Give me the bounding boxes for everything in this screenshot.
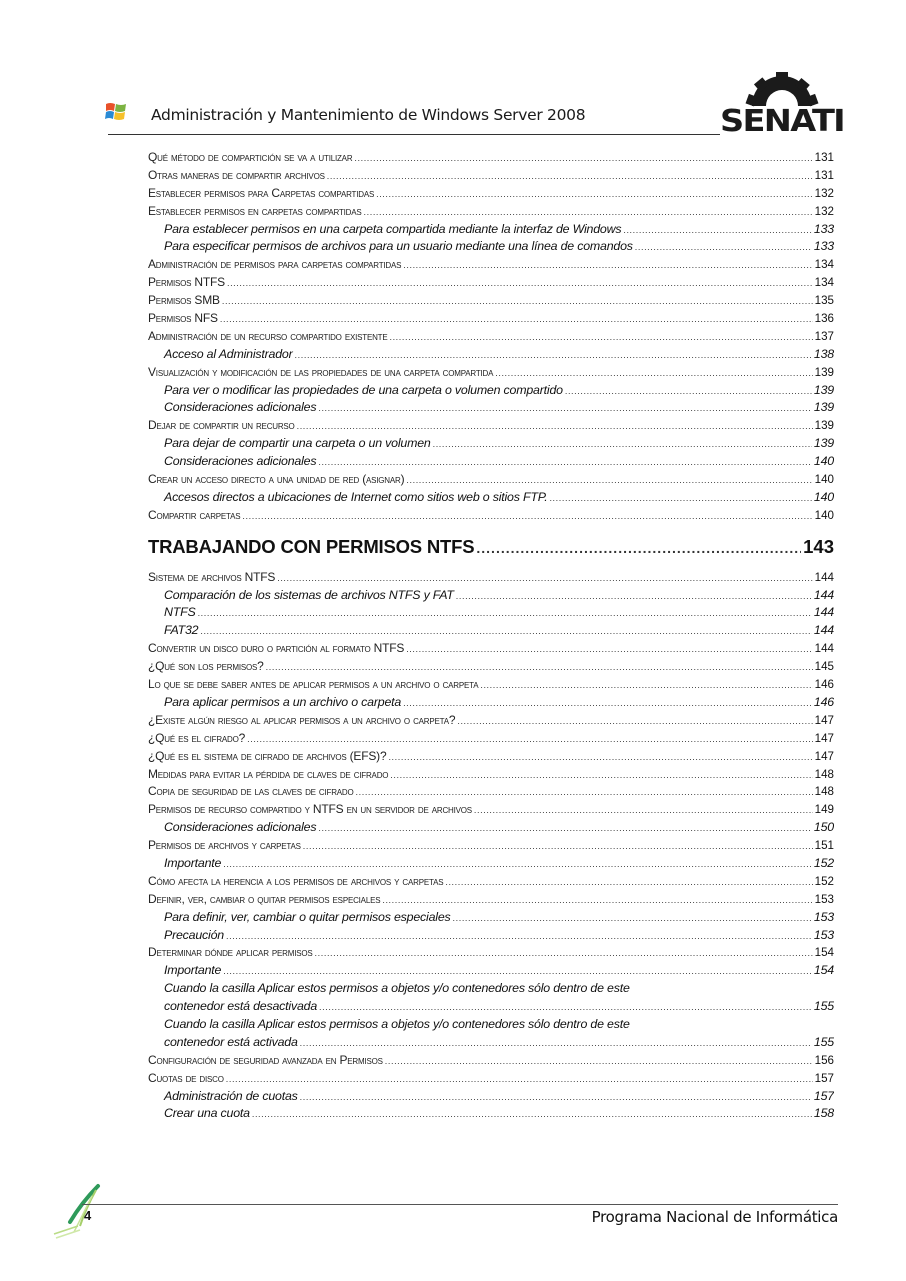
toc-entry-label: Para ver o modificar las propiedades de una carpeta o volumen compartido <box>164 382 563 397</box>
dot-leader <box>226 928 812 945</box>
toc-entry-label: Permisos de archivos y carpetas <box>148 838 301 853</box>
dot-leader <box>457 713 812 730</box>
dot-leader <box>623 222 812 239</box>
toc-page-number: 146 <box>814 678 834 692</box>
toc-entry-label: Determinar dónde aplicar permisos <box>148 945 313 960</box>
toc-entry-label: Cuotas de disco <box>148 1070 224 1085</box>
dot-leader <box>247 731 813 748</box>
dot-leader <box>456 588 812 605</box>
dot-leader <box>549 490 811 507</box>
toc-entry-label: Comparación de los sistemas de archivos NTFS y FAT <box>164 587 454 602</box>
toc-page-number: 133 <box>813 221 834 236</box>
toc-entry[interactable] <box>148 435 834 453</box>
dot-leader <box>385 1053 813 1070</box>
dot-leader <box>388 749 812 766</box>
toc-entry[interactable] <box>148 149 834 167</box>
toc-page-number: 131 <box>814 151 834 164</box>
toc-page-number: 134 <box>814 258 834 272</box>
toc-entry[interactable] <box>148 1016 834 1034</box>
toc-entry-label: Importante <box>164 963 222 978</box>
toc-entry-label: Administración de un recurso compartido existente <box>148 328 388 343</box>
toc-entry-label: Consideraciones adicionales <box>164 820 317 835</box>
toc-page-number: 154 <box>814 946 834 960</box>
toc-page-number: 157 <box>813 1088 834 1103</box>
toc-entry-label: ¿Qué es el cifrado? <box>148 730 246 745</box>
windows-flag-icon <box>104 100 128 124</box>
dot-leader <box>453 910 812 927</box>
toc-page-number: 147 <box>814 749 834 763</box>
toc-entry-label: Visualización y modificación de las propiedades de una carpeta compartida <box>148 364 494 379</box>
toc-entry[interactable] <box>148 167 834 185</box>
toc-entry[interactable] <box>148 453 834 471</box>
toc-entry[interactable] <box>148 944 834 962</box>
toc-entry-label: contenedor está activada <box>164 1034 298 1049</box>
toc-entry[interactable] <box>148 801 834 819</box>
dot-leader <box>319 999 812 1016</box>
toc-entry-label: contenedor está desactivada <box>164 999 318 1014</box>
toc-entry[interactable] <box>148 837 834 855</box>
toc-entry-label: Permisos NTFS <box>148 275 225 290</box>
toc-page-number: 144 <box>814 570 834 584</box>
toc-entry[interactable] <box>148 328 834 346</box>
toc-page-number: 149 <box>814 803 834 817</box>
toc-entry-label: Definir, ver, cambiar o quitar permisos especiales <box>148 891 381 906</box>
dot-leader <box>376 186 813 203</box>
footer-rule <box>82 1204 838 1205</box>
dot-leader <box>327 168 813 185</box>
toc-entry-label: Importante <box>164 855 222 870</box>
page-number: 4 <box>84 1208 92 1223</box>
toc-page-number: 156 <box>814 1053 834 1067</box>
toc-page-number: 134 <box>814 276 834 290</box>
toc-entry-label: Copia de seguridad de las claves de cifrado <box>148 784 354 799</box>
toc-entry-label: Establecer permisos para Carpetas compartidas <box>148 185 375 200</box>
toc-entry[interactable] <box>148 927 834 945</box>
toc-entry-label: Consideraciones adicionales <box>164 454 317 469</box>
dot-leader <box>635 239 812 256</box>
toc-page-number: 139 <box>813 400 834 415</box>
toc-page-number: 139 <box>813 436 834 451</box>
toc-entry[interactable] <box>148 783 834 801</box>
toc-entry[interactable] <box>148 292 834 310</box>
toc-entry[interactable] <box>148 1070 834 1088</box>
toc-page-number: 157 <box>814 1071 834 1085</box>
footer-text: Programa Nacional de Informática <box>591 1208 838 1226</box>
toc-entry[interactable] <box>148 1105 834 1123</box>
toc-entry[interactable] <box>148 256 834 274</box>
toc-entry[interactable] <box>148 730 834 748</box>
dot-leader <box>226 1071 813 1088</box>
dot-leader <box>252 1106 812 1123</box>
toc-entry-label: TRABAJANDO CON PERMISOS NTFS <box>148 535 475 557</box>
toc-entry-label: Para aplicar permisos a un archivo o carpeta <box>164 694 402 709</box>
toc-entry-label: Acceso al Administrador <box>164 346 293 361</box>
toc-page-number: 153 <box>813 909 834 924</box>
dot-leader <box>227 275 813 292</box>
toc-entry-label: Permisos NFS <box>148 311 218 326</box>
dot-leader <box>433 436 812 453</box>
dot-leader <box>480 677 812 694</box>
toc-entry[interactable] <box>148 417 834 435</box>
dot-leader <box>277 570 812 587</box>
dot-leader <box>318 400 812 417</box>
toc-entry-label: FAT32 <box>164 623 199 638</box>
dot-leader <box>266 659 813 676</box>
toc-entry[interactable] <box>148 604 834 622</box>
toc-entry[interactable] <box>148 507 834 525</box>
toc-entry[interactable] <box>148 238 834 256</box>
toc-entry-label: Permisos SMB <box>148 293 220 308</box>
toc-entry-label: Para especificar permisos de archivos para un usuario mediante una línea de comandos <box>164 239 633 254</box>
dot-leader <box>476 528 801 567</box>
toc-entry[interactable] <box>148 640 834 658</box>
dot-leader <box>565 383 812 400</box>
toc-page-number: 144 <box>813 605 834 620</box>
toc-entry[interactable] <box>148 399 834 417</box>
toc-entry[interactable] <box>148 221 834 239</box>
toc-entry[interactable] <box>148 1088 834 1106</box>
toc-page-number: 153 <box>813 927 834 942</box>
dot-leader <box>474 802 813 819</box>
dot-leader <box>495 365 812 382</box>
toc-page-number: 139 <box>814 419 834 433</box>
dot-leader <box>445 874 812 891</box>
dot-leader <box>223 856 812 873</box>
toc-page-number: 150 <box>813 820 834 835</box>
toc-page-number: 140 <box>814 473 834 487</box>
toc-page-number: 152 <box>814 874 834 888</box>
toc-page-number: 137 <box>814 329 834 343</box>
toc-entry-label: Para definir, ver, cambiar o quitar permisos especiales <box>164 909 451 924</box>
toc-entry[interactable] <box>148 891 834 909</box>
toc-page-number: 132 <box>814 204 834 218</box>
toc-entry[interactable] <box>148 694 834 712</box>
toc-entry[interactable] <box>148 471 834 489</box>
toc-entry[interactable] <box>148 676 834 694</box>
toc-entry[interactable] <box>148 346 834 364</box>
toc-page-number: 138 <box>813 346 834 361</box>
toc-entry[interactable] <box>148 622 834 640</box>
toc-page-number: 152 <box>813 855 834 870</box>
toc-entry-label: Para dejar de compartir una carpeta o un volumen <box>164 436 431 451</box>
toc-page-number: 140 <box>814 508 834 522</box>
green-swoosh-icon <box>52 1182 142 1242</box>
toc-page-number: 136 <box>814 312 834 326</box>
toc-entry-label: Compartir carpetas <box>148 507 241 522</box>
toc-entry[interactable] <box>148 310 834 328</box>
toc-page-number: 147 <box>814 731 834 745</box>
toc-entry-label: Precaución <box>164 927 224 942</box>
toc-entry-label: Convertir un disco duro o partición al formato NTFS <box>148 641 405 656</box>
dot-leader <box>315 945 813 962</box>
dot-leader <box>403 695 812 712</box>
toc-entry[interactable] <box>148 382 834 400</box>
toc-entry-label: Dejar de compartir un recurso <box>148 418 295 433</box>
toc-page-number: 140 <box>813 454 834 469</box>
toc-chapter-heading[interactable] <box>148 527 834 567</box>
toc-entry-label: Administración de cuotas <box>164 1088 298 1103</box>
toc-page-number: 153 <box>814 892 834 906</box>
dot-leader <box>389 329 812 346</box>
toc-page-number: 148 <box>814 767 834 781</box>
toc-entry[interactable] <box>148 962 834 980</box>
toc-page-number: 135 <box>814 294 834 308</box>
toc-entry-label: NTFS <box>164 605 196 620</box>
toc-entry[interactable] <box>148 587 834 605</box>
table-of-contents <box>148 149 834 1123</box>
toc-entry[interactable] <box>148 203 834 221</box>
toc-entry[interactable] <box>148 909 834 927</box>
dot-leader <box>382 892 812 909</box>
toc-entry-label: Otras maneras de compartir archivos <box>148 167 325 182</box>
dot-leader <box>390 767 812 784</box>
toc-entry[interactable] <box>148 1052 834 1070</box>
toc-entry-label: Consideraciones adicionales <box>164 400 317 415</box>
dot-leader <box>200 623 812 640</box>
dot-leader <box>223 963 812 980</box>
toc-entry-label: Configuración de seguridad avanzada en Permisos <box>148 1052 383 1067</box>
toc-page-number: 144 <box>813 623 834 638</box>
toc-page-number: 155 <box>813 999 834 1014</box>
toc-page-number: 146 <box>813 694 834 709</box>
toc-entry[interactable] <box>148 185 834 203</box>
dot-leader <box>354 150 812 167</box>
toc-entry[interactable] <box>148 658 834 676</box>
toc-entry-label: Medidas para evitar la pérdida de claves de cifrado <box>148 766 389 781</box>
toc-entry-label: Permisos de recurso compartido y NTFS en un servidor de archivos <box>148 802 472 817</box>
toc-entry-label: ¿Qué es el sistema de cifrado de archivos (EFS)? <box>148 748 387 763</box>
senati-logo-text: SENATI <box>720 104 845 139</box>
toc-page-number: 144 <box>814 642 834 656</box>
toc-entry[interactable] <box>148 748 834 766</box>
toc-page-number: 131 <box>814 168 834 182</box>
dot-leader <box>242 508 812 525</box>
toc-page-number: 148 <box>814 785 834 799</box>
toc-entry[interactable] <box>148 489 834 507</box>
toc-entry[interactable] <box>148 712 834 730</box>
toc-entry[interactable] <box>148 766 834 784</box>
toc-entry-label: Para establecer permisos en una carpeta compartida mediante la interfaz de Windows <box>164 221 622 236</box>
toc-page-number: 145 <box>814 660 834 674</box>
dot-leader <box>297 418 813 435</box>
dot-leader <box>403 257 812 274</box>
dot-leader <box>222 293 813 310</box>
toc-page-number: 139 <box>813 382 834 397</box>
header-title: Administración y Mantenimiento de Windows Server 2008 <box>151 106 586 124</box>
toc-entry[interactable] <box>148 569 834 587</box>
toc-entry[interactable] <box>148 873 834 891</box>
dot-leader <box>300 1035 812 1052</box>
toc-page-number: 147 <box>814 713 834 727</box>
dot-leader <box>406 641 812 658</box>
toc-page-number: 155 <box>813 1034 834 1049</box>
toc-page-number: 132 <box>814 186 834 200</box>
header-rule <box>108 134 720 135</box>
toc-entry-label: ¿Existe algún riesgo al aplicar permisos a un archivo o carpeta? <box>148 712 456 727</box>
dot-leader <box>364 204 813 221</box>
dot-leader <box>295 347 812 364</box>
toc-entry-label: Establecer permisos en carpetas compartidas <box>148 203 362 218</box>
toc-entry[interactable] <box>148 819 834 837</box>
toc-page-number: 140 <box>813 489 834 504</box>
toc-page-number: 144 <box>813 587 834 602</box>
toc-entry-label: Sistema de archivos NTFS <box>148 569 276 584</box>
toc-entry-label: Qué método de compartición se va a utilizar <box>148 150 353 164</box>
toc-page-number: 154 <box>813 963 834 978</box>
toc-entry[interactable] <box>148 998 834 1016</box>
toc-page-number: 143 <box>803 535 834 557</box>
toc-entry-label: Lo que se debe saber antes de aplicar permisos a un archivo o carpeta <box>148 677 479 692</box>
dot-leader <box>220 311 813 328</box>
toc-entry[interactable] <box>148 1034 834 1052</box>
dot-leader <box>300 1089 812 1106</box>
toc-entry-label: Accesos directos a ubicaciones de Internet como sitios web o sitios FTP. <box>164 489 548 504</box>
toc-page-number: 139 <box>814 365 834 379</box>
dot-leader <box>318 454 812 471</box>
toc-entry[interactable] <box>148 274 834 292</box>
toc-entry-label: Cómo afecta la herencia a los permisos de archivos y carpetas <box>148 873 444 888</box>
toc-page-number: 151 <box>814 839 834 853</box>
dot-leader <box>198 605 812 622</box>
dot-leader <box>318 820 812 837</box>
toc-entry-label: ¿Qué son los permisos? <box>148 659 264 674</box>
dot-leader <box>406 472 812 489</box>
toc-page-number: 158 <box>813 1106 834 1121</box>
toc-entry[interactable] <box>148 364 834 382</box>
toc-entry-label: Cuando la casilla Aplicar estos permisos a objetos y/o contenedores sólo dentro de este <box>164 981 630 996</box>
toc-entry[interactable] <box>148 855 834 873</box>
dot-leader <box>303 838 813 855</box>
toc-page-number: 133 <box>813 239 834 254</box>
toc-entry-label: Cuando la casilla Aplicar estos permisos a objetos y/o contenedores sólo dentro de este <box>164 1016 630 1031</box>
toc-entry-label: Crear una cuota <box>164 1106 250 1121</box>
dot-leader <box>356 784 813 801</box>
toc-entry-label: Crear un acceso directo a una unidad de red (asignar) <box>148 472 405 487</box>
toc-entry[interactable] <box>148 980 834 998</box>
toc-entry-label: Administración de permisos para carpetas compartidas <box>148 257 402 272</box>
